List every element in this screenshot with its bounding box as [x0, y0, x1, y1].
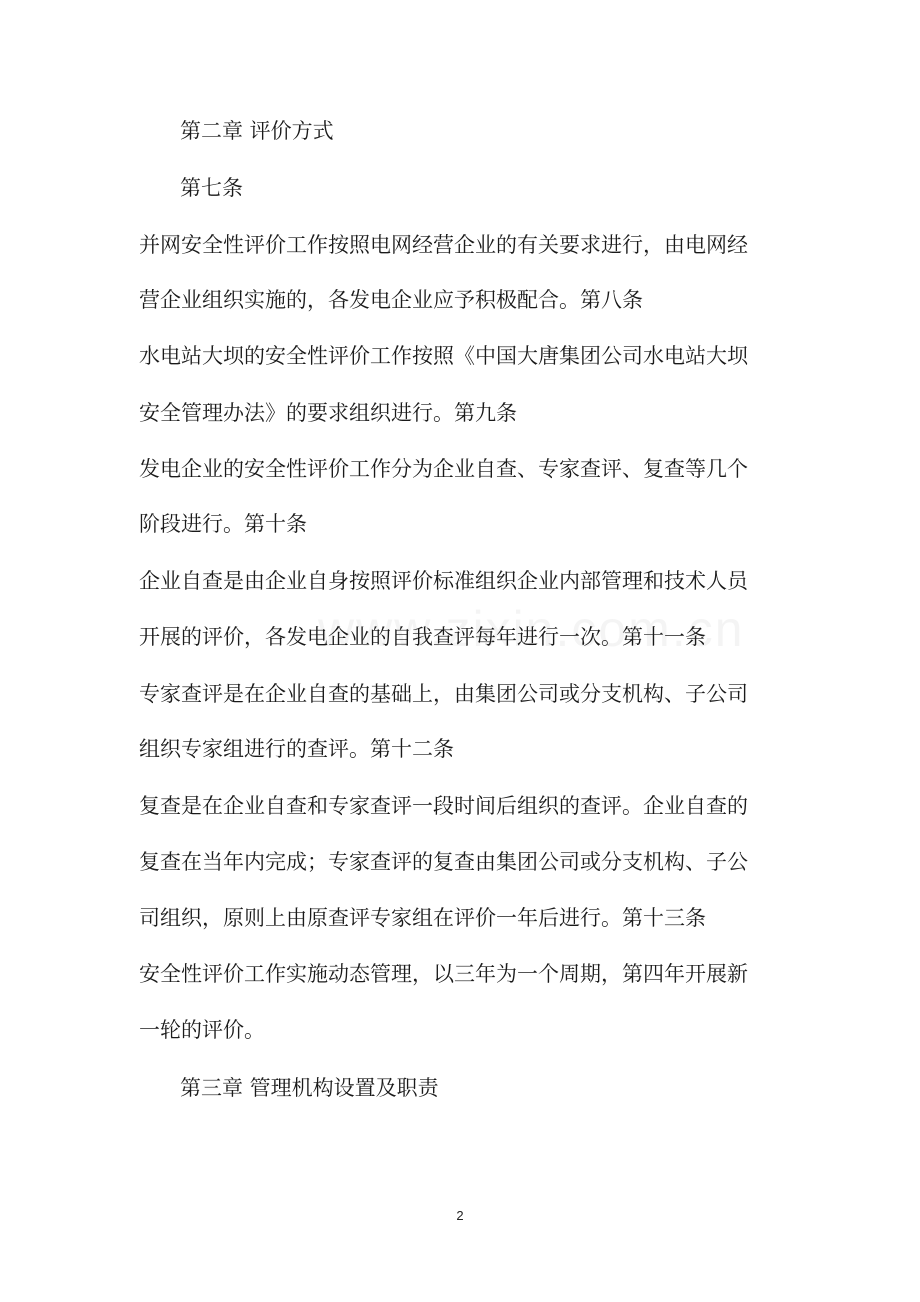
- page-number: 2: [456, 1208, 464, 1223]
- article-heading: 第七条: [180, 176, 243, 200]
- paragraph-line: 安全性评价工作实施动态管理，以三年为一个周期，第四年开展新: [139, 962, 748, 986]
- paragraph-line: 复查在当年内完成；专家查评的复查由集团公司或分支机构、子公: [139, 850, 748, 874]
- paragraph-line: 阶段进行。第十条: [139, 512, 307, 536]
- paragraph-line: 水电站大坝的安全性评价工作按照《中国大唐集团公司水电站大坝: [139, 344, 748, 368]
- paragraph-line: 开展的评价，各发电企业的自我查评每年进行一次。第十一条: [139, 625, 706, 649]
- paragraph-line: 发电企业的安全性评价工作分为企业自查、专家查评、复查等几个: [139, 457, 748, 481]
- paragraph-line: 安全管理办法》的要求组织进行。第九条: [139, 401, 517, 425]
- paragraph-line: 司组织，原则上由原查评专家组在评价一年后进行。第十三条: [139, 906, 706, 930]
- chapter-heading: 第二章 评价方式: [180, 119, 334, 143]
- paragraph-line: 并网安全性评价工作按照电网经营企业的有关要求进行，由电网经: [139, 233, 748, 257]
- paragraph-line: 复查是在企业自查和专家查评一段时间后组织的查评。企业自查的: [139, 794, 748, 818]
- paragraph-line: 一轮的评价。: [139, 1018, 265, 1042]
- paragraph-line: 企业自查是由企业自身按照评价标准组织企业内部管理和技术人员: [139, 569, 748, 593]
- paragraph-line: 营企业组织实施的，各发电企业应予积极配合。第八条: [139, 288, 643, 312]
- paragraph-line: 专家查评是在企业自查的基础上，由集团公司或分支机构、子公司: [139, 682, 748, 706]
- paragraph-line: 组织专家组进行的查评。第十二条: [139, 737, 454, 761]
- chapter-heading: 第三章 管理机构设置及职责: [180, 1076, 439, 1100]
